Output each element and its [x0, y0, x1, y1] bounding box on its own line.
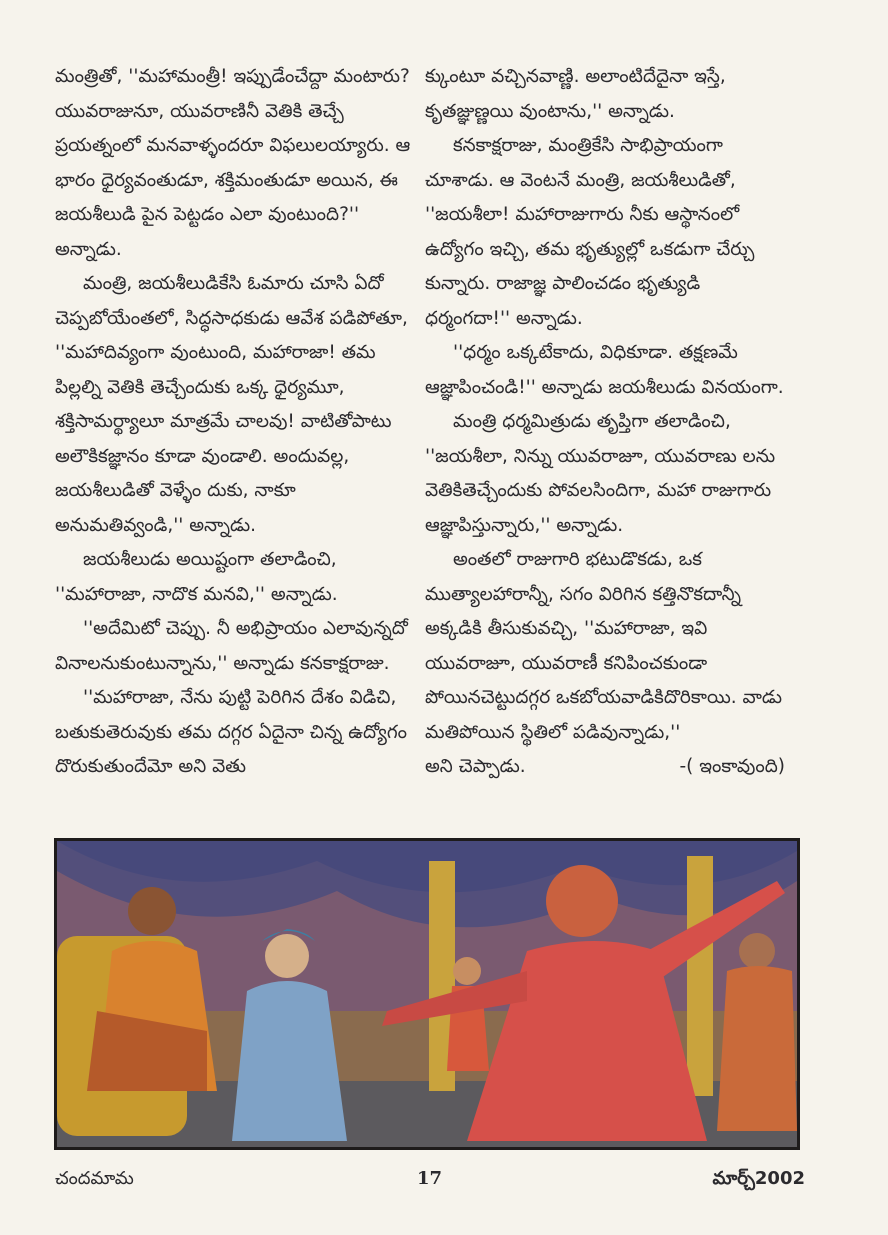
story-paragraph: ''మహారాజా, నేను పుట్టి పెరిగిన దేశం విడిచి, బతుకుతెరువుకు తమ దగ్గర ఏదైనా చిన్న ఉద్యోగం దొరుకుతుందేమో అని వెతు	[55, 687, 407, 777]
page-footer	[55, 1168, 805, 1196]
story-paragraph: కనకాక్షరాజు, మంత్రికేసి సాభిప్రాయంగా చూశాడు. ఆ వెంటనే మంత్రి, జయశీలుడితో, ''జయశీలా! మహారాజుగారు నీకు ఆస్థానంలో ఉద్యోగం ఇచ్చి, తమ భృత్యుల్లో ఒకడుగా చేర్చు కున్నారు. రాజాజ్ఞ పాలించడం భృత్యుడి ధర్మంగదా!'' అన్నాడు.	[425, 135, 755, 329]
issue-date: మార్చ్2002	[712, 1168, 805, 1189]
story-illustration	[54, 838, 800, 1150]
story-paragraph: మంత్రి, జయశీలుడికేసి ఓమారు చూసి ఏదో చెప్పబోయేంతలో, సిద్ధసాధకుడు ఆవేశ పడిపోతూ, ''మహాదివ్యంగా వుంటుంది, మహారాజా! తమ పిల్లల్ని వెతికి తెచ్చేందుకు ఒక్క ధైర్యమూ, శక్తిసామర్థ్యాలూ మాత్రమే చాలవు! వాటితోపాటు అలౌకికజ్ఞానం కూడా వుండాలి. అందువల్ల, జయశీలుడితో వెళ్ళేం దుకు, నాకూ అనుమతివ్వండి,'' అన్నాడు.	[55, 273, 408, 536]
left-column	[55, 60, 415, 785]
magazine-name: చందమామ	[55, 1168, 134, 1189]
story-paragraph: జయశీలుడు అయిష్టంగా తలాడించి, ''మహారాజా, నాదొక మనవి,'' అన్నాడు.	[55, 549, 338, 605]
story-paragraph: ''ధర్మం ఒక్కటేకాదు, విధికూడా. తక్షణమే ఆజ్ఞాపించండి!'' అన్నాడు జయశీలుడు వినయంగా.	[425, 342, 784, 398]
right-column	[425, 60, 785, 785]
closing-text: అని చెప్పాడు.	[425, 756, 526, 777]
story-paragraph: మంత్రితో, ''మహామంత్రీ! ఇప్పుడేంచేద్దా మంటారు? యువరాజునూ, యువరాణినీ వెతికి తెచ్చే ప్రయత్నంలో మనవాళ్ళందరూ విఫలులయ్యారు. ఆ భారం ధైర్యవంతుడూ, శక్తిమంతుడూ అయిన, ఈ జయశీలుడి పైన పెట్టడం ఎలా వుంటుంది?'' అన్నాడు.	[55, 66, 411, 260]
page-number: 17	[417, 1168, 443, 1189]
story-paragraph: మంత్రి ధర్మమిత్రుడు తృప్తిగా తలాడించి, ''జయశీలా, నిన్ను యువరాజూ, యువరాణు లను వెతికితెచ్చేందుకు పోవలసిందిగా, మహా రాజుగారు ఆజ్ఞాపిస్తున్నారు,'' అన్నాడు.	[425, 411, 776, 536]
continued-note: -( ఇంకావుంది)	[679, 756, 785, 777]
story-paragraph: ''అదేమిటో చెప్పు. నీ అభిప్రాయం ఎలావున్నదో వినాలనుకుంటున్నాను,'' అన్నాడు కనకాక్షరాజు.	[55, 618, 408, 674]
story-paragraph: క్కుంటూ వచ్చినవాణ్ణి. అలాంటిదేదైనా ఇస్తే, కృతజ్ఞుణ్ణయి వుంటాను,'' అన్నాడు.	[425, 66, 726, 122]
story-paragraph: అంతలో రాజుగారి భటుడొకడు, ఒక ముత్యాలహారాన్నీ, సగం విరిగిన కత్తినొకదాన్నీ అక్కడికి తీసుకువచ్చి, ''మహారాజా, ఇవి యువరాజూ, యువరాణీ కనిపించకుండా పోయినచెట్టుదగ్గర ఒకబోయవాడికిదొరికాయి. వాడు మతిపోయిన స్థితిలో పడివున్నాడు,''	[425, 549, 782, 743]
closing-line	[425, 750, 785, 785]
court-scene-image	[57, 841, 797, 1147]
